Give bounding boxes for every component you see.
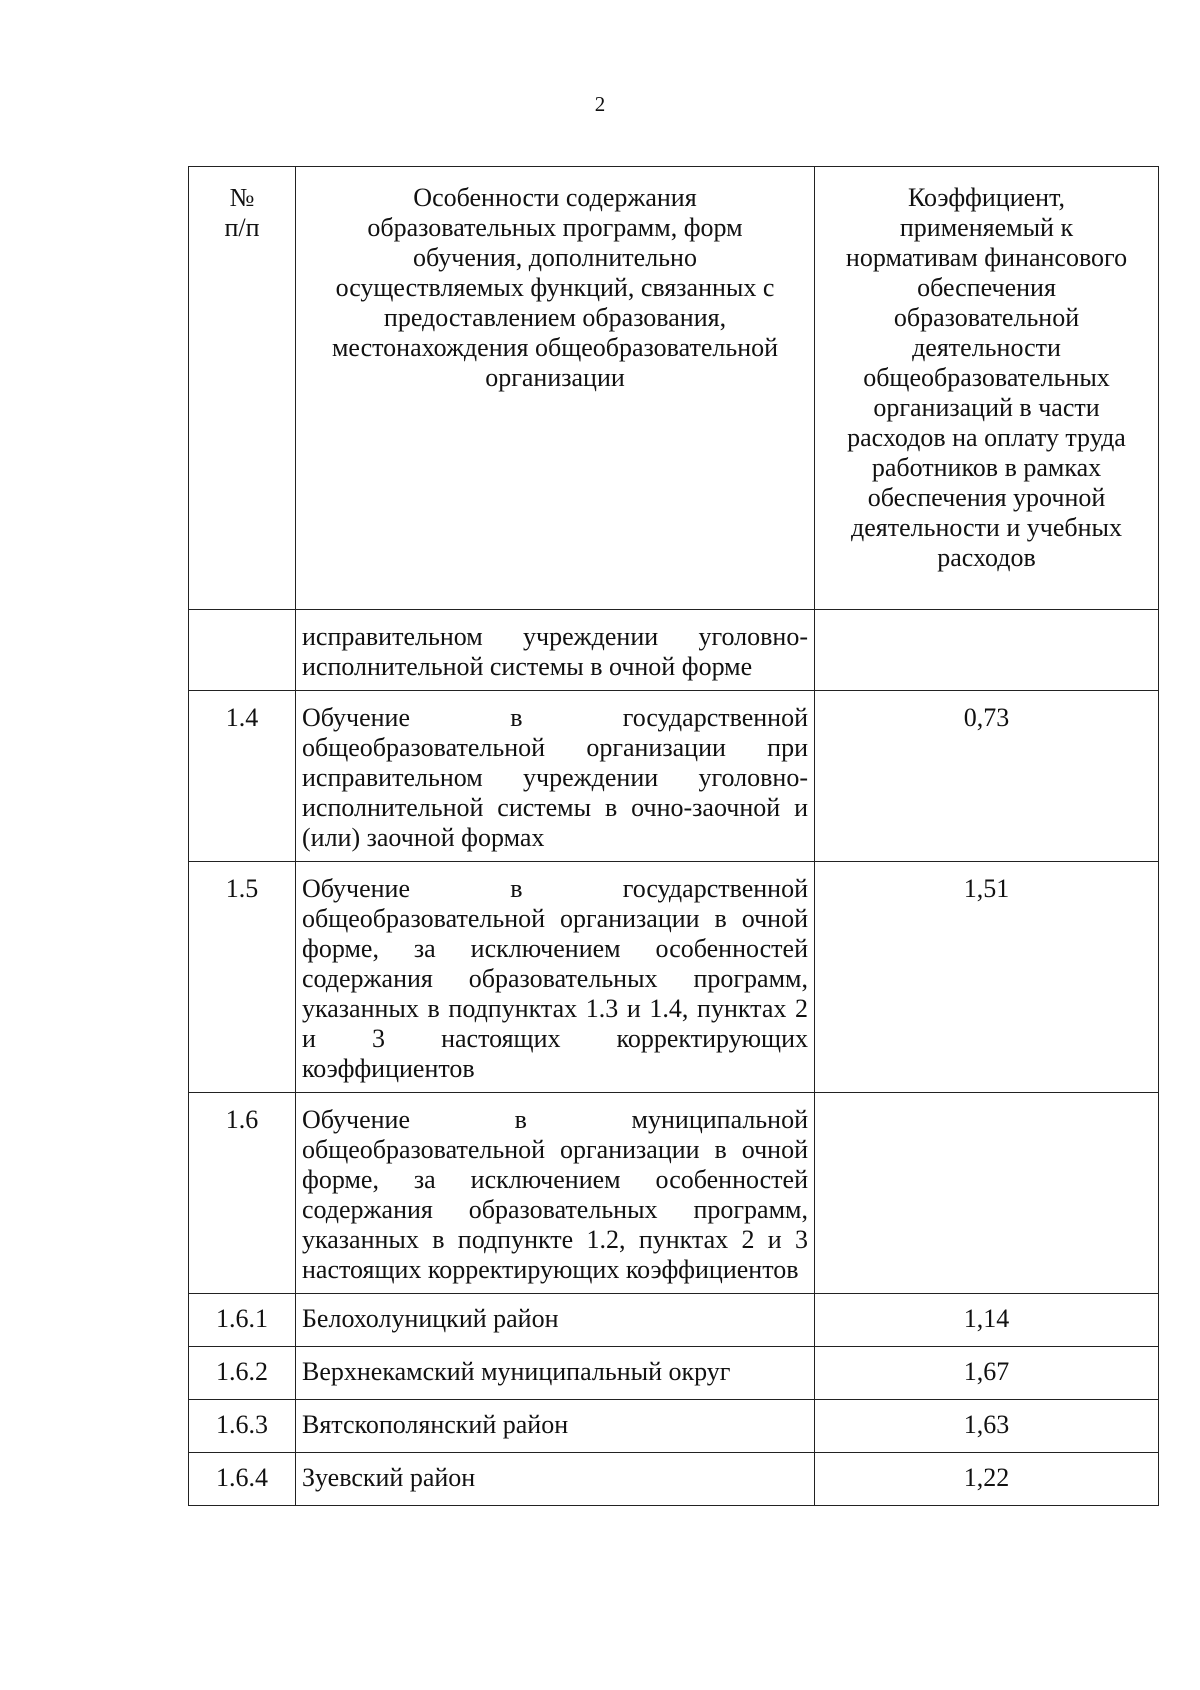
- table-row: [189, 1400, 1159, 1453]
- header-feature-line: предоставлением образования,: [383, 303, 727, 332]
- header-coefficient-line: обеспечения урочной: [867, 483, 1106, 512]
- row-number: 1.5: [189, 862, 296, 1093]
- header-coefficient: [815, 167, 1159, 610]
- table-header-row: [189, 167, 1159, 610]
- header-coefficient-line: Коэффициент,: [907, 183, 1065, 212]
- row-number: 1.6.3: [189, 1400, 296, 1453]
- header-coefficient-line: расходов: [937, 543, 1036, 572]
- row-description: Обучение в муниципальной общеобразовательной организации в очной форме, за исключением особенностей содержания образовательных программ, указанных в подпункте 1.2, пунктах 2 и 3 настоящих корректирующих коэффициентов: [296, 1093, 815, 1294]
- header-num-line: №: [229, 183, 255, 212]
- row-coefficient: 1,14: [815, 1294, 1159, 1347]
- row-number: 1.4: [189, 691, 296, 862]
- table-row: [189, 610, 1159, 691]
- row-number: 1.6.4: [189, 1453, 296, 1506]
- row-number: 1.6.1: [189, 1294, 296, 1347]
- row-number: 1.6: [189, 1093, 296, 1294]
- row-coefficient: 1,51: [815, 862, 1159, 1093]
- row-description: Обучение в государственной общеобразовательной организации в очной форме, за исключением особенностей содержания образовательных программ, указанных в подпунктах 1.3 и 1.4, пунктах 2 и 3 настоящих корректирующих коэффициентов: [296, 862, 815, 1093]
- row-description: исправительном учреждении уголовно-исполнительной системы в очной форме: [296, 610, 815, 691]
- row-coefficient: [815, 1093, 1159, 1294]
- table-row: [189, 1453, 1159, 1506]
- row-number: 1.6.2: [189, 1347, 296, 1400]
- row-description: Зуевский район: [296, 1453, 815, 1506]
- row-description: Белохолуницкий район: [296, 1294, 815, 1347]
- header-coefficient-line: нормативам финансового: [845, 243, 1128, 272]
- header-feature-line: местонахождения общеобразовательной: [331, 333, 779, 362]
- header-coefficient-line: деятельности: [912, 333, 1061, 362]
- header-num-line: п/п: [224, 213, 260, 242]
- header-feature: [296, 167, 815, 610]
- table-row: [189, 1093, 1159, 1294]
- table-row: [189, 1294, 1159, 1347]
- row-coefficient: 1,67: [815, 1347, 1159, 1400]
- page-number: 2: [594, 92, 606, 116]
- coefficient-table: [188, 166, 1159, 1506]
- header-feature-line: образовательных программ, форм: [367, 213, 743, 242]
- header-coefficient-line: образовательной: [893, 303, 1080, 332]
- row-coefficient: [815, 610, 1159, 691]
- header-coefficient-line: расходов на оплату труда: [847, 423, 1126, 452]
- table-row: [189, 1347, 1159, 1400]
- header-coefficient-line: организаций в части: [873, 393, 1100, 422]
- table-row: [189, 862, 1159, 1093]
- header-coefficient-line: деятельности и учебных: [851, 513, 1122, 542]
- header-coefficient-line: обеспечения: [917, 273, 1056, 302]
- table-row: [189, 691, 1159, 862]
- header-feature-line: осуществляемых функций, связанных с: [335, 273, 775, 302]
- header-feature-line: организации: [485, 363, 625, 392]
- header-coefficient-line: работников в рамках: [871, 453, 1102, 482]
- header-coefficient-line: общеобразовательных: [863, 363, 1110, 392]
- row-coefficient: 1,22: [815, 1453, 1159, 1506]
- row-description: Обучение в государственной общеобразовательной организации при исправительном учреждении уголовно-исполнительной системы в очно-заочной и (или) заочной формах: [296, 691, 815, 862]
- row-description: Верхнекамский муниципальный округ: [296, 1347, 815, 1400]
- header-num: [189, 167, 296, 610]
- row-description: Вятскополянский район: [296, 1400, 815, 1453]
- header-feature-line: Особенности содержания: [413, 183, 697, 212]
- header-coefficient-line: применяемый к: [899, 213, 1074, 242]
- row-coefficient: 0,73: [815, 691, 1159, 862]
- header-feature-line: обучения, дополнительно: [413, 243, 697, 272]
- row-number: [189, 610, 296, 691]
- row-coefficient: 1,63: [815, 1400, 1159, 1453]
